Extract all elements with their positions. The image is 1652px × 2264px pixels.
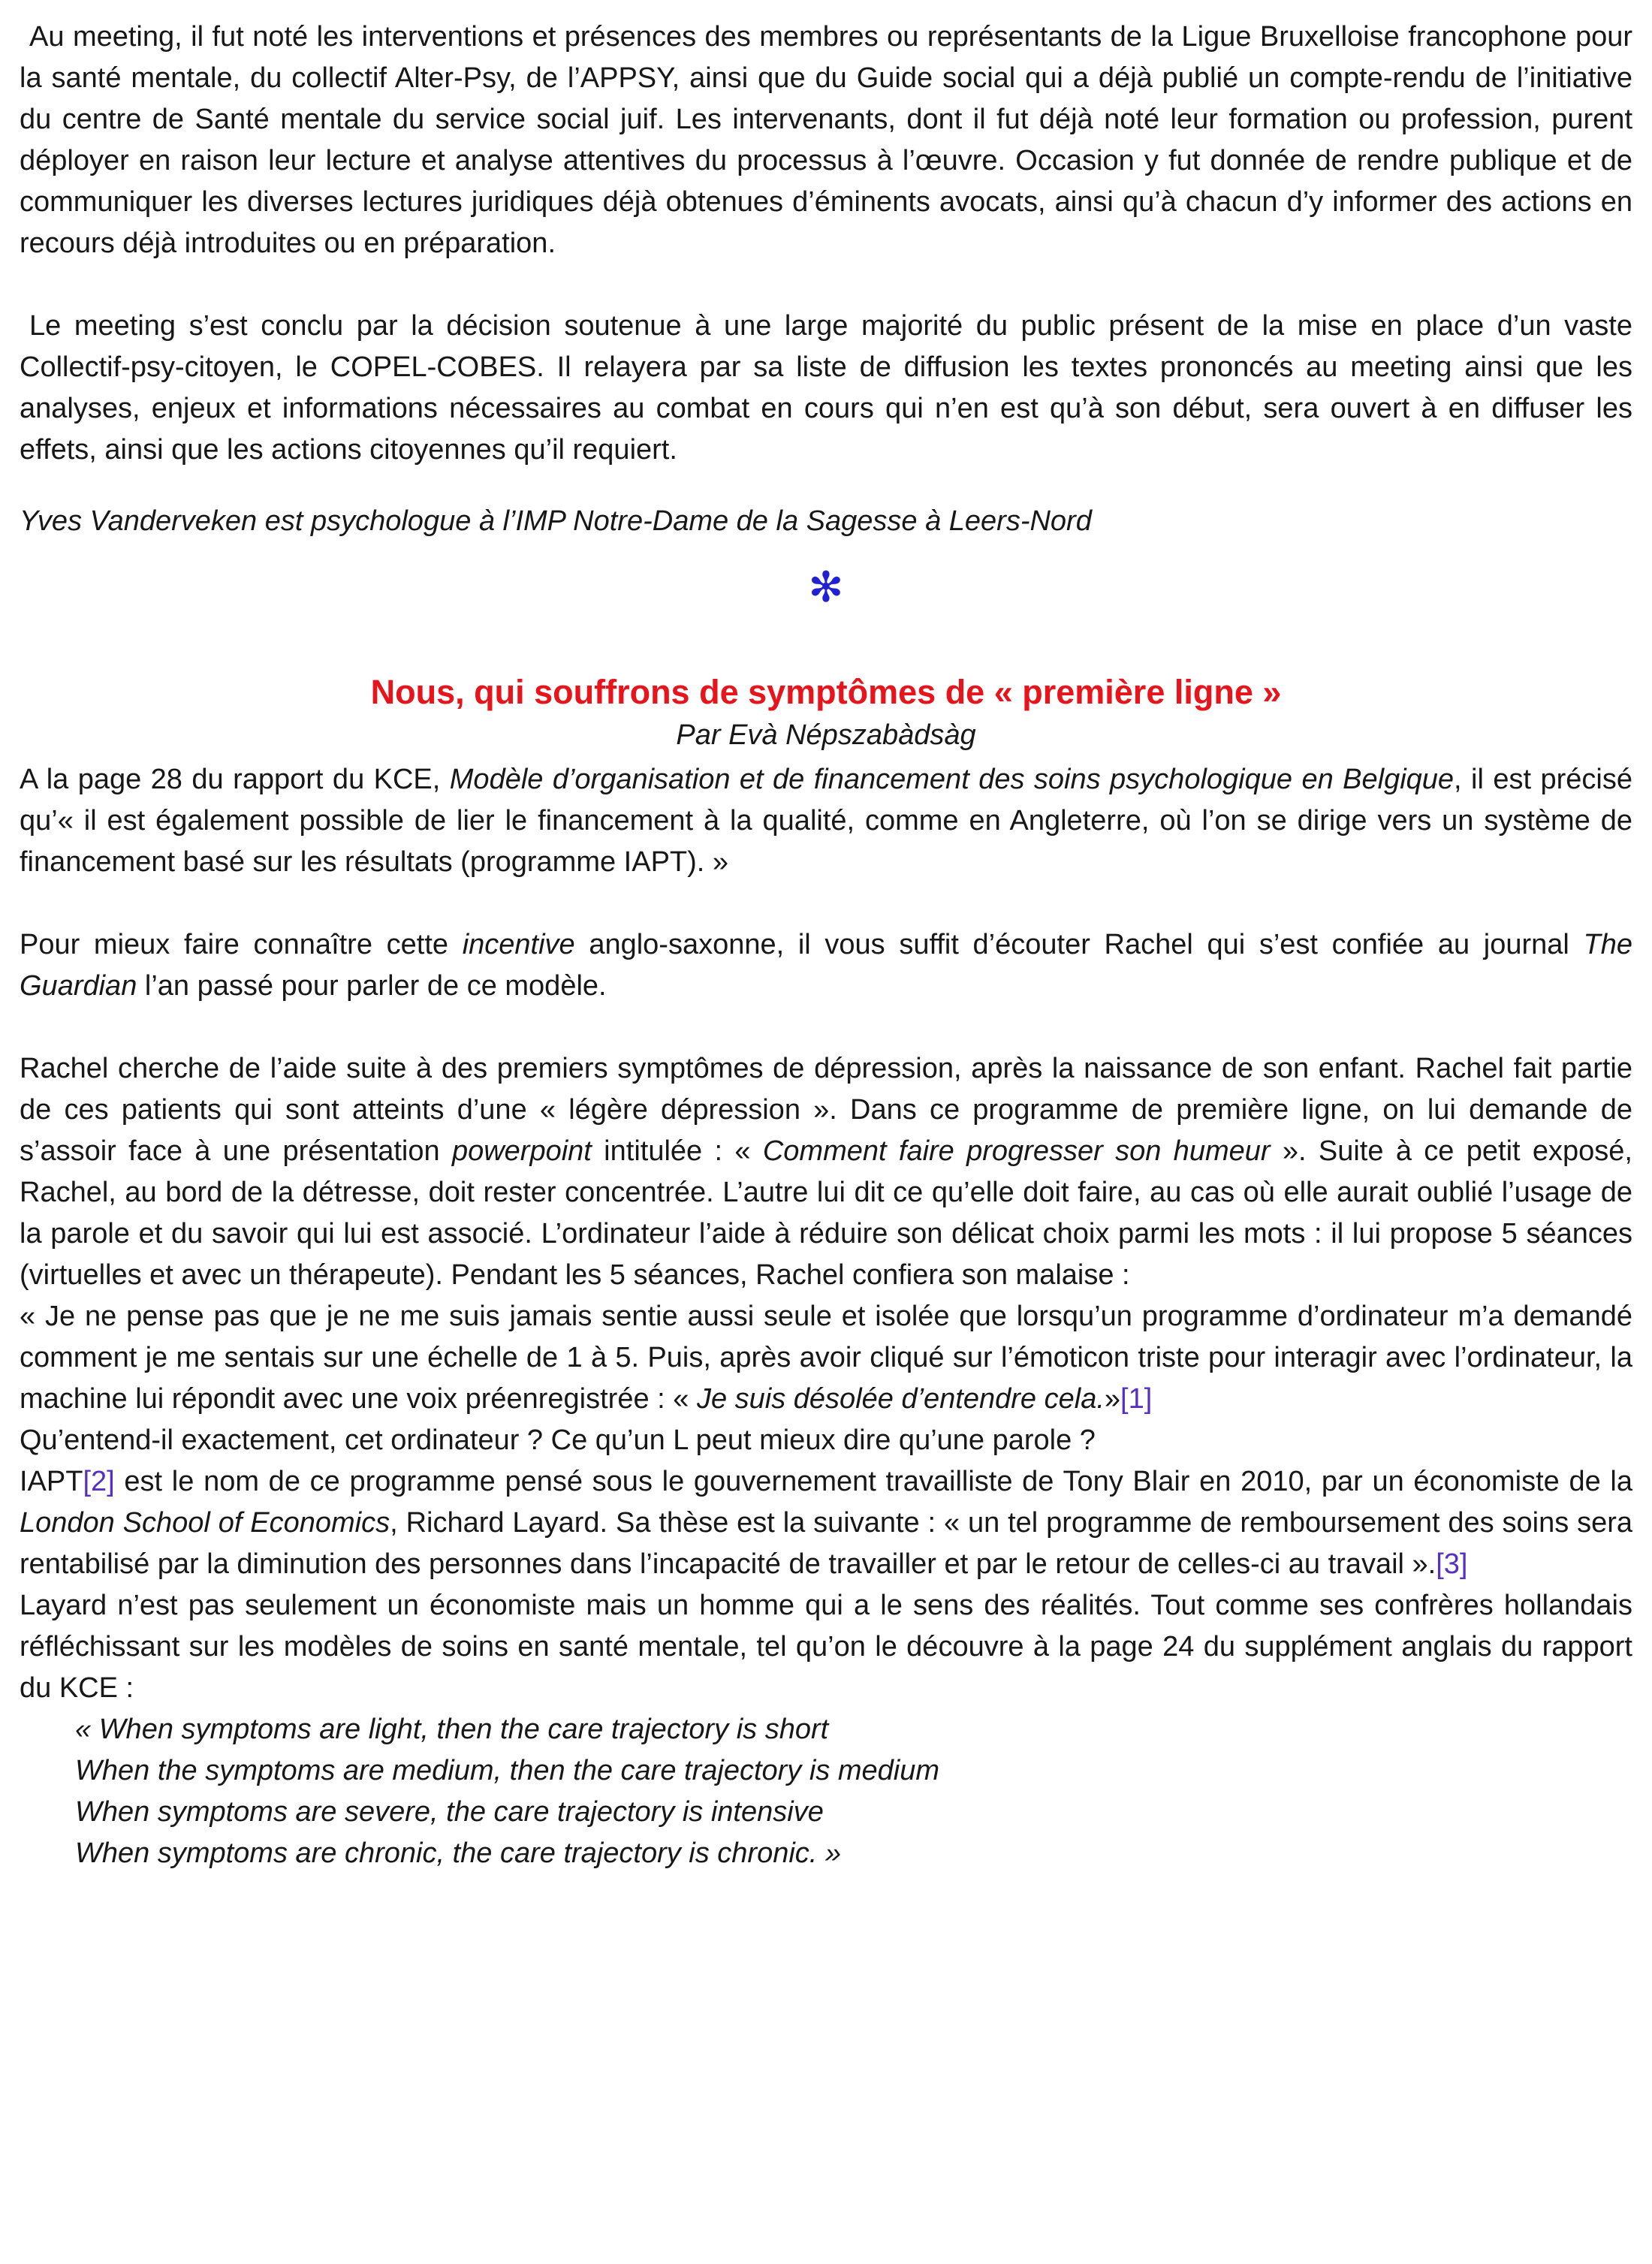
paragraph-question-ordinateur bbox=[20, 1420, 1632, 1461]
paragraph-kce-page28-text: Modèle d’organisation et de financement des soins psychologique en Belgique bbox=[449, 764, 1455, 795]
paragraph-incentive-guardian-text: anglo-saxonne, il vous suffit d’écouter Rachel qui s’est confiée au journal bbox=[574, 929, 1584, 960]
paragraph-rachel-quote bbox=[20, 1296, 1632, 1420]
paragraph-layard-realites bbox=[20, 1585, 1632, 1709]
paragraph-rachel-story-text: powerpoint bbox=[451, 1135, 592, 1167]
quote-line: When the symptoms are medium, then the care trajectory is medium bbox=[75, 1755, 940, 1786]
paragraph-iapt-layard-text: IAPT bbox=[20, 1466, 83, 1497]
english-quote-block bbox=[20, 1709, 1632, 1874]
quote-line: When symptoms are severe, the care trajectory is intensive bbox=[75, 1796, 824, 1828]
footnote-ref-link[interactable]: [2] bbox=[83, 1466, 115, 1497]
paragraph-iapt-layard-text: est le nom de ce programme pensé sous le gouvernement travailliste de Tony Blair en 2010, par un économiste de la bbox=[114, 1466, 1632, 1497]
paragraph-au-meeting-text: Au meeting, il fut noté les interventions et présences des membres ou représentants de la Ligue Bruxelloise francophone pour la santé mentale, du collectif Alter-Psy, de l’APPSY, ainsi que du Guide social qui a déjà publié un compte-rendu de l’initiative du centre de Santé mentale du service social juif. Les intervenants, dont il fut déjà noté leur formation ou profession, purent déployer en raison leur lecture et analyse attentives du processus à l’œuvre. Occasion y fut donnée de rendre publique et de communiquer les diverses lectures juridiques déjà obtenues d’éminents avocats, ainsi qu’à chacun d’y informer des actions en recours déjà introduites ou en préparation. bbox=[20, 21, 1632, 259]
article-title bbox=[20, 673, 1632, 712]
article-byline bbox=[20, 715, 1632, 756]
article-byline-text: Par Evà Népszabàdsàg bbox=[676, 719, 976, 751]
paragraph-le-meeting bbox=[20, 306, 1632, 471]
paragraph-rachel-quote-text: Je suis désolée d’entendre cela. bbox=[696, 1383, 1105, 1415]
paragraph-kce-page28 bbox=[20, 759, 1632, 883]
footnote-ref-link[interactable]: [3] bbox=[1436, 1548, 1468, 1580]
paragraph-incentive-guardian bbox=[20, 924, 1632, 1007]
paragraph-incentive-guardian-text: Pour mieux faire connaître cette bbox=[20, 929, 463, 960]
paragraph-kce-page28-text: A la page 28 du rapport du KCE, bbox=[20, 764, 450, 795]
quote-line: « When symptoms are light, then the care trajectory is short bbox=[75, 1714, 829, 1745]
paragraph-rachel-story-text: Comment faire progresser son humeur bbox=[762, 1135, 1271, 1167]
paragraph-rachel-quote-text: « Je ne pense pas que je ne me suis jamais sentie aussi seule et isolée que lorsqu’un programme d’ordinateur m’a demandé comment je me sentais sur une échelle de 1 à 5. Puis, après avoir cliqué sur l’émoticon triste pour interagir avec l’ordinateur, la machine lui répondit avec une voix préenregistrée : « bbox=[20, 1301, 1632, 1415]
paragraph-incentive-guardian-text: The Guardian bbox=[20, 929, 1632, 1002]
paragraph-rachel-story-text: Rachel cherche de l’aide suite à des premiers symptômes de dépression, après la naissance de son enfant. Rachel fait partie de ces patients qui sont atteints d’une « légère dépression ». Dans ce programme de première ligne, on lui demande de s’assoir face à une présentation bbox=[20, 1053, 1632, 1167]
paragraph-le-meeting-text: Le meeting s’est conclu par la décision soutenue à une large majorité du public présent de la mise en place d’un vaste Collectif-psy-citoyen, le COPEL-COBES. Il relayera par sa liste de diffusion les textes prononcés au meeting ainsi que les analyses, enjeux et informations nécessaires au combat en cours qui n’en est qu’à son début, sera ouvert à en diffuser les effets, ainsi que les actions citoyennes qu’il requiert. bbox=[20, 310, 1632, 466]
paragraph-iapt-layard bbox=[20, 1461, 1632, 1585]
document-body bbox=[20, 17, 1632, 1874]
paragraph-kce-page28-text: , il est précisé qu’« il est également possible de lier le financement à la qualité, comme en Angleterre, où l’on se dirige vers un système de financement basé sur les résultats (programme IAPT). » bbox=[20, 764, 1632, 878]
paragraph-au-meeting bbox=[20, 17, 1632, 264]
paragraph-rachel-quote-text: » bbox=[1104, 1383, 1121, 1415]
author-byline-text: Yves Vanderveken est psychologue à l’IMP Notre-Dame de la Sagesse à Leers-Nord bbox=[20, 505, 1092, 537]
article-title-text: Nous, qui souffrons de symptômes de « première ligne » bbox=[370, 673, 1282, 711]
paragraph-iapt-layard-text: London School of Economics bbox=[20, 1507, 390, 1539]
footnote-ref-link[interactable]: [1] bbox=[1120, 1383, 1153, 1415]
paragraph-incentive-guardian-text: l’an passé pour parler de ce modèle. bbox=[137, 970, 607, 1002]
paragraph-incentive-guardian-text: incentive bbox=[462, 929, 575, 960]
paragraph-rachel-story-text: intitulée : « bbox=[591, 1135, 763, 1167]
paragraph-layard-realites-text: Layard n’est pas seulement un économiste mais un homme qui a le sens des réalités. Tout comme ses confrères hollandais réfléchissant sur les modèles de soins en santé mentale, tel qu’on le découvre à la page 24 du supplément anglais du rapport du KCE : bbox=[20, 1590, 1632, 1704]
section-separator-asterisk bbox=[20, 563, 1632, 610]
paragraph-rachel-story bbox=[20, 1048, 1632, 1296]
section-separator-asterisk-text: ✻ bbox=[808, 563, 844, 610]
paragraph-iapt-layard-text: , Richard Layard. Sa thèse est la suivante : « un tel programme de remboursement des soins sera rentabilisé par la diminution des personnes dans l’incapacité de travailler et par le retour de celles-ci au travail ». bbox=[20, 1507, 1633, 1580]
paragraph-question-ordinateur-text: Qu’entend-il exactement, cet ordinateur ? Ce qu’un L peut mieux dire qu’une parole ? bbox=[20, 1424, 1096, 1456]
quote-line: When symptoms are chronic, the care trajectory is chronic. » bbox=[75, 1837, 842, 1869]
paragraph-rachel-story-text: ». Suite à ce petit exposé, Rachel, au bord de la détresse, doit rester concentrée. L’autre lui dit ce qu’elle doit faire, au cas où elle aurait oublié l’usage de la parole et du savoir qui lui est associé. L’ordinateur l’aide à réduire son délicat choix parmi les mots : il lui propose 5 séances (virtuelles et avec un thérapeute). Pendant les 5 séances, Rachel confiera son malaise : bbox=[20, 1135, 1632, 1291]
author-byline bbox=[20, 501, 1632, 542]
